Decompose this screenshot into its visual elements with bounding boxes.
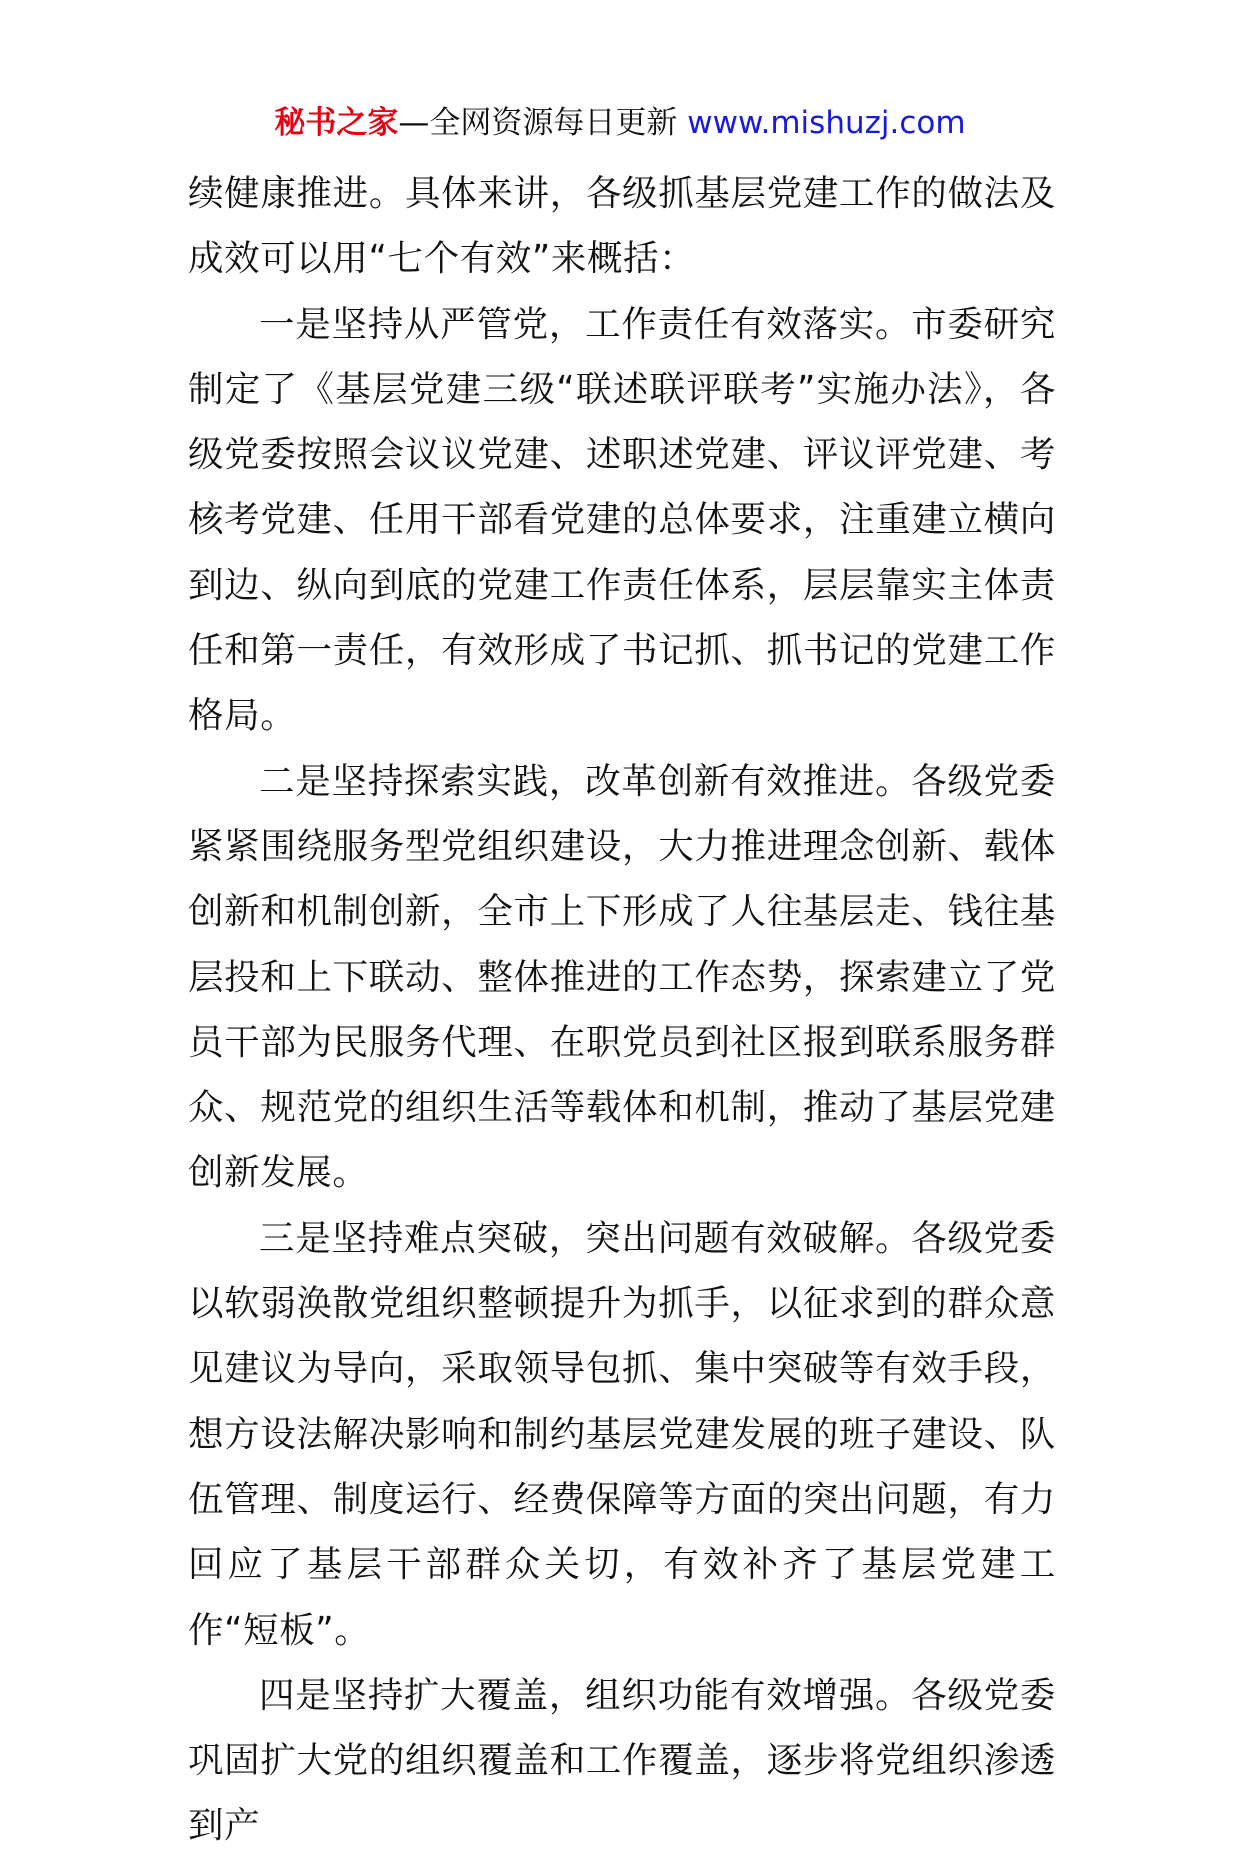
paragraph-continuation: 续健康推进。具体来讲，各级抓基层党建工作的做法及成效可以用“七个有效”来概括：: [188, 173, 1056, 280]
document-body: [188, 161, 1056, 1859]
paragraph-point-four: 四是坚持扩大覆盖，组织功能有效增强。各级党委巩固扩大党的组织覆盖和工作覆盖，逐步将党组织渗透到产: [188, 1674, 1056, 1847]
paragraph-point-three: 三是坚持难点突破，突出问题有效破解。各级党委以软弱涣散党组织整顿提升为抓手，以征求到的群众意见建议为导向，采取领导包抓、集中突破等有效手段，想方设法解决影响和制约基层党建发展的班子建设、队伍管理、制度运行、经费保障等方面的突出问题，有力回应了基层干部群众关切，有效补齐了基层党建工作“短板”。: [188, 1217, 1056, 1651]
paragraph-point-two: 二是坚持探索实践，改革创新有效推进。各级党委紧紧围绕服务型党组织建设，大力推进理念创新、载体创新和机制创新，全市上下形成了人往基层走、钱往基层投和上下联动、整体推进的工作态势，探索建立了党员干部为民服务代理、在职党员到社区报到联系服务群众、规范党的组织生活等载体和机制，推动了基层党建创新发展。: [188, 760, 1056, 1194]
header-tagline: —全网资源每日更新: [398, 105, 678, 141]
page-header: [0, 98, 1240, 148]
header-brand: 秘书之家: [274, 105, 399, 141]
paragraph-point-one: 一是坚持从严管党，工作责任有效落实。市委研究制定了《基层党建三级“联述联评联考”实施办法》，各级党委按照会议议党建、述职述党建、评议评党建、考核考党建、任用干部看党建的总体要求，注重建立横向到边、纵向到底的党建工作责任体系，层层靠实主体责任和第一责任，有效形成了书记抓、抓书记的党建工作格局。: [188, 303, 1056, 737]
header-url-link[interactable]: www.mishuzj.com: [687, 105, 966, 141]
